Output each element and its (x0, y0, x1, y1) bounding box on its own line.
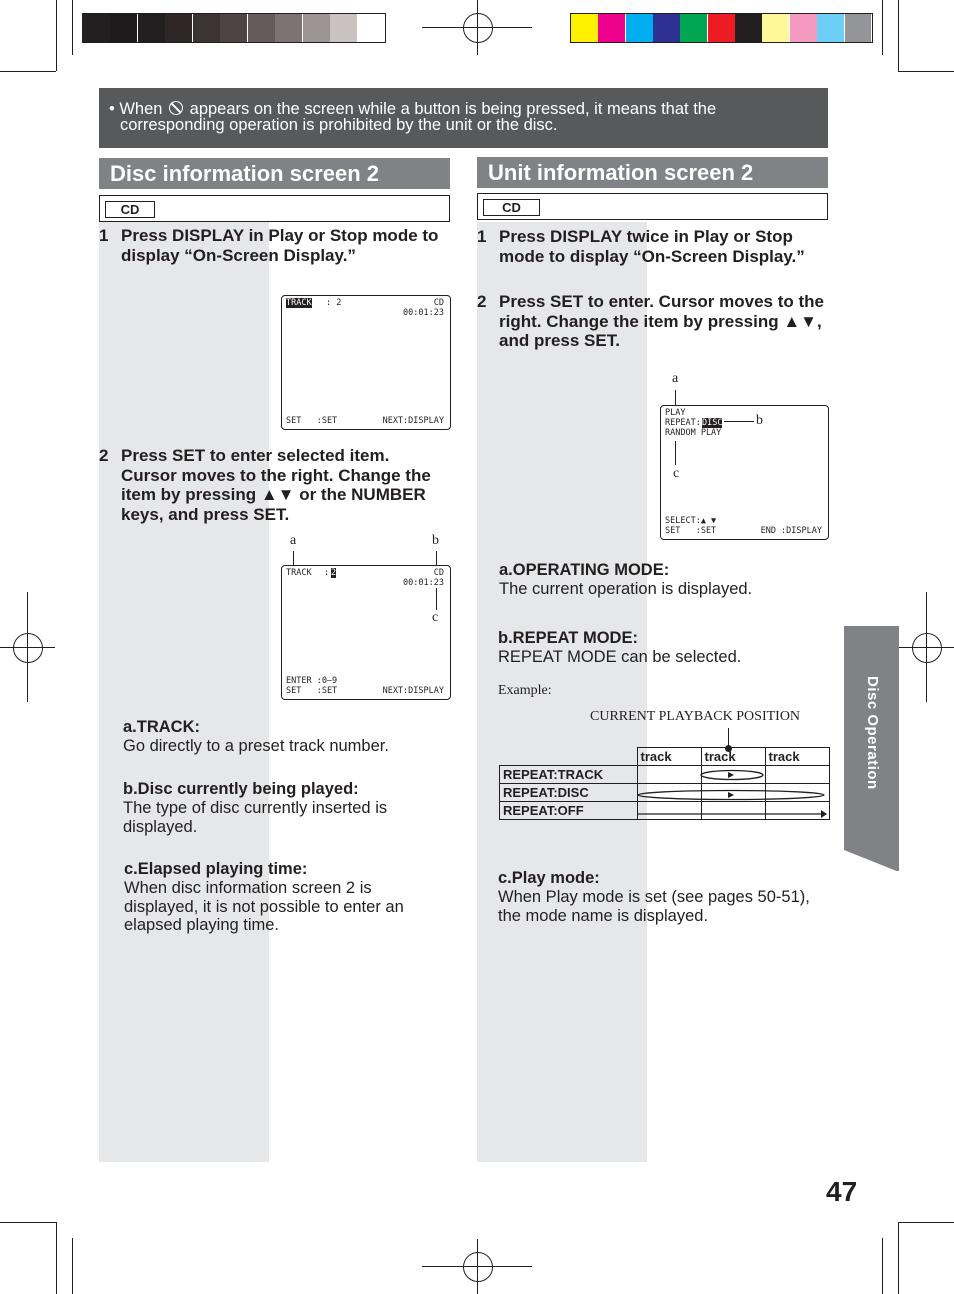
leader-c-right (675, 441, 676, 465)
desc-elapsed-body: When disc information screen 2 is displayed, it is not possible to enter an elapsed playing time. (124, 879, 404, 934)
color-swatch (193, 14, 220, 42)
leader-c (436, 588, 437, 610)
color-swatch (83, 14, 110, 42)
desc-track-heading: a.TRACK: (123, 718, 200, 736)
leader-b-right (724, 421, 754, 422)
color-swatch (138, 14, 165, 42)
disc-type-box (99, 195, 450, 222)
playback-path-diagram (636, 764, 830, 824)
current-position-label: CURRENT PLAYBACK POSITION (590, 709, 801, 724)
desc-playmode-heading: c.Play mode: (498, 869, 600, 887)
color-swatch (110, 14, 137, 42)
callout-c-right: c (673, 466, 680, 481)
desc-repeat-body: REPEAT MODE can be selected. (498, 648, 742, 666)
color-swatch (598, 14, 625, 42)
desc-playmode-body: When Play mode is set (see pages 50-51), the mode name is displayed. (498, 888, 810, 925)
color-swatch (735, 14, 762, 42)
left-gray-column (99, 222, 269, 1162)
track-header-3: track (765, 748, 829, 766)
table-row: REPEAT:TRACK (500, 766, 830, 784)
osd-screen-unit: PLAY REPEAT: DISC RANDOM PLAY SELECT:▲ ▼ SET :SET END :DISPLAY (660, 405, 829, 540)
osd-screen-1: TRACK : 2 CD 00:01:23 SET :SET NEXT:DISPLAY (281, 295, 451, 430)
table-row: REPEAT:DISC (500, 784, 830, 802)
color-swatch (626, 14, 653, 42)
cd-tag: CD (105, 201, 155, 218)
color-swatch (248, 14, 275, 42)
desc-disc-heading: b.Disc currently being played: (123, 780, 359, 798)
side-tab-label: Disc Operation (864, 676, 881, 790)
track-header-2: track (701, 748, 765, 766)
color-swatch (330, 14, 357, 42)
disc-type-box-right (477, 193, 828, 220)
table-row: REPEAT:OFF (500, 802, 830, 820)
color-swatch (275, 14, 302, 42)
color-swatch (817, 14, 844, 42)
callout-b-right: b (756, 413, 763, 428)
leader-a-right (675, 390, 676, 406)
callout-a: a (290, 533, 297, 548)
callout-b: b (432, 533, 439, 548)
track-header-1: track (637, 748, 701, 766)
color-swatch (790, 14, 817, 42)
osd-screen-2: TRACK : 2 CD 00:01:23 ENTER :0–9 SET :SET NEXT:DISPLAY (281, 565, 451, 700)
color-swatch (708, 14, 735, 42)
color-swatch (571, 14, 598, 42)
color-swatch (220, 14, 247, 42)
page-number: 47 (826, 1176, 858, 1207)
desc-repeat-heading: b.REPEAT MODE: (498, 629, 638, 647)
desc-elapsed-heading: c.Elapsed playing time: (124, 860, 308, 878)
desc-operating-body: The current operation is displayed. (499, 580, 753, 598)
gray-calibration-bar (82, 13, 386, 43)
prohibited-note: • When appears on the screen while a button is being pressed, it means that the corresponding operation is prohibited by the unit or the disc. (99, 88, 828, 148)
color-swatch (358, 14, 385, 42)
cd-tag: CD (483, 199, 540, 216)
color-swatch (653, 14, 680, 42)
desc-operating-heading: a.OPERATING MODE: (499, 561, 670, 579)
prohibited-icon (169, 101, 183, 115)
color-swatch (680, 14, 707, 42)
color-swatch (762, 14, 789, 42)
color-calibration-bar (570, 13, 873, 43)
desc-disc-body: The type of disc currently inserted is displayed. (123, 799, 388, 836)
example-label: Example: (498, 683, 552, 698)
leader-b (436, 551, 437, 565)
color-swatch (165, 14, 192, 42)
desc-track-body: Go directly to a preset track number. (123, 737, 389, 755)
color-swatch (303, 14, 330, 42)
callout-c: c (432, 610, 439, 625)
unit-info-heading: Unit information screen 2 (477, 157, 828, 188)
callout-a-right: a (672, 371, 679, 386)
disc-info-heading: Disc information screen 2 (99, 158, 450, 189)
leader-a (293, 551, 294, 565)
color-swatch (845, 14, 872, 42)
